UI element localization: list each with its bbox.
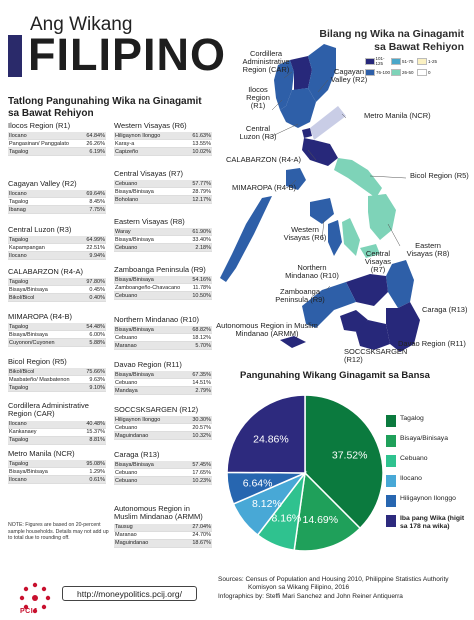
table-row — [8, 323, 106, 331]
table-row — [114, 334, 212, 342]
region-table-title: Metro Manila (NCR) — [8, 449, 75, 458]
table-row — [114, 524, 212, 532]
table-row — [114, 540, 212, 548]
sources-line-2: Komisyon sa Wikang Filipino, 2016 — [248, 584, 350, 592]
table-row — [114, 228, 212, 236]
language-percent: 17.65% — [192, 469, 211, 476]
language-name: Bikol/Bicol — [9, 368, 35, 375]
legend-swatch — [386, 495, 396, 507]
language-percent: 0.61% — [89, 476, 105, 483]
language-name: Bisaya/Binisaya — [115, 188, 154, 195]
language-name: Bikol/Bicol — [9, 294, 35, 301]
table-row — [114, 236, 212, 244]
table-row — [8, 252, 106, 260]
language-name: Tagalog — [9, 323, 29, 330]
language-name: Tagalog — [9, 437, 29, 444]
region-table-title: Northern Mindanao (R10) — [114, 315, 200, 324]
language-percent: 67.35% — [192, 371, 211, 378]
region-table-title: Ilocos Region (R1) — [8, 121, 71, 130]
language-percent: 18.67% — [192, 540, 211, 547]
language-percent: 2.18% — [195, 244, 211, 251]
language-name: Capizeño — [115, 148, 139, 155]
language-percent: 54.16% — [192, 276, 211, 283]
table-row — [8, 132, 106, 140]
language-name: Tausug — [115, 524, 133, 530]
map-region-eastern-visayas — [368, 194, 396, 240]
scale-label: 101-125 — [375, 56, 385, 66]
language-percent: 75.66% — [86, 368, 105, 375]
map-label-ncr: Metro Manila (NCR) — [364, 111, 431, 120]
language-name: Bisaya/Binisaya — [9, 468, 48, 475]
region-table — [114, 451, 212, 485]
map-label-caraga: Caraga (R13) — [422, 305, 468, 314]
legend-swatch — [386, 515, 396, 527]
region-table-title: Zamboanga Peninsula (R9) — [114, 265, 206, 274]
map-label-cagayan: Cagayan Valley (R2) — [330, 67, 368, 84]
pie-title: Pangunahing Wikang Ginagamit sa Bansa — [240, 370, 430, 381]
pie-data-label: 8.16% — [271, 512, 302, 525]
table-row — [114, 284, 212, 292]
language-percent: 5.88% — [89, 339, 105, 346]
language-name: Karay-a — [115, 140, 135, 147]
table-row — [8, 368, 106, 376]
region-table — [8, 402, 106, 445]
language-percent: 40.48% — [86, 421, 105, 427]
language-name: Zamboangeño-Chavacano — [115, 284, 181, 291]
map-label-western-visayas: Western Visayas (R6) — [283, 225, 327, 242]
language-percent: 57.77% — [192, 180, 211, 187]
legend-label: Bisaya/Binisaya — [400, 435, 448, 442]
language-name: Kapampangan — [9, 244, 45, 251]
language-name: Ilocano — [9, 421, 27, 427]
language-name: Tagalog — [9, 460, 29, 467]
legend-item — [386, 515, 472, 531]
language-name: Kankanaey — [9, 429, 37, 436]
language-percent: 8.45% — [89, 198, 105, 205]
table-row — [8, 190, 106, 198]
map-label-eastern-visayas: Eastern Visayas (R8) — [406, 241, 450, 258]
table-row — [8, 384, 106, 392]
language-percent: 2.79% — [195, 387, 211, 394]
pie-legend — [386, 415, 472, 539]
language-percent: 15.37% — [86, 429, 105, 436]
language-percent: 0.40% — [89, 294, 105, 301]
page-title: FILIPINO — [28, 29, 226, 80]
language-percent: 20.57% — [192, 424, 211, 431]
language-name: Ilocano — [9, 252, 27, 259]
legend-swatch — [386, 435, 396, 447]
language-name: Tagalog — [9, 198, 29, 205]
language-name: Cebuano — [115, 334, 138, 341]
table-row — [8, 437, 106, 445]
regions-title: Tatlong Pangunahing Wika na Ginagamit sa Bawat Rehiyon — [8, 96, 202, 119]
language-name: Bisaya/Binisaya — [9, 286, 48, 293]
website-link[interactable]: http://moneypolitics.pcij.org/ — [62, 586, 197, 601]
table-row — [114, 469, 212, 477]
language-name: Cebuano — [115, 292, 138, 299]
language-name: Ilocano — [9, 190, 27, 197]
region-table — [8, 180, 106, 214]
table-row — [114, 342, 212, 350]
legend-label: Iba pang Wika (higit sa 178 na wika) — [400, 515, 465, 530]
scale-label: 26-50 — [402, 70, 414, 75]
language-percent: 10.02% — [192, 148, 211, 155]
legend-item — [386, 455, 472, 467]
language-name: Bisaya/Binisaya — [115, 236, 154, 243]
region-table — [114, 170, 212, 204]
table-row — [114, 432, 212, 440]
region-table — [8, 358, 106, 392]
table-row — [8, 376, 106, 384]
language-percent: 1.29% — [89, 468, 105, 475]
language-percent: 12.17% — [192, 196, 211, 203]
region-table — [8, 313, 106, 347]
map-label-northern-mindanao: Northern Mindanao (R10) — [285, 263, 339, 280]
language-percent: 9.94% — [89, 252, 105, 259]
language-name: Tagalog — [9, 384, 29, 391]
table-row — [114, 188, 212, 196]
language-name: Bisaya/Binisaya — [115, 371, 154, 378]
table-row — [8, 429, 106, 437]
language-percent: 7.75% — [89, 206, 105, 213]
region-table-title: Central Visayas (R7) — [114, 169, 184, 178]
table-row — [8, 236, 106, 244]
language-name: Maranao — [115, 532, 137, 539]
legend-swatch — [386, 455, 396, 467]
map-region-western-visayas-negros — [328, 220, 342, 256]
table-row — [114, 379, 212, 387]
pie-data-label: 8.12% — [252, 497, 282, 510]
region-table-title: Western Visayas (R6) — [114, 121, 187, 130]
table-row — [114, 180, 212, 188]
language-percent: 95.08% — [86, 460, 105, 467]
language-percent: 27.04% — [192, 524, 211, 530]
language-name: Masbateño/ Masbatenon — [9, 376, 70, 383]
legend-item — [386, 495, 472, 507]
region-table — [114, 361, 212, 395]
table-row — [114, 532, 212, 540]
map-label-soccsksargen: SOCCSKSARGEN (R12) — [344, 347, 408, 364]
language-name: Maguindanao — [115, 540, 149, 547]
map-label-central-luzon: Central Luzon (R3) — [239, 124, 277, 141]
table-row — [114, 461, 212, 469]
table-row — [8, 476, 106, 484]
table-row — [114, 387, 212, 395]
language-percent: 64.99% — [86, 236, 105, 243]
language-name: Maranao — [115, 342, 137, 349]
legend-label: Hiligaynon Ilonggo — [400, 495, 456, 502]
table-row — [8, 198, 106, 206]
legend-item — [386, 475, 472, 487]
language-name: Cebuano — [115, 477, 138, 484]
table-row — [8, 286, 106, 294]
title-top: Ang Wikang — [30, 14, 133, 35]
language-name: Cebuano — [115, 469, 138, 476]
language-percent: 14.51% — [192, 379, 211, 386]
table-row — [114, 477, 212, 485]
table-row — [114, 132, 212, 140]
language-name: Bisaya/Binisaya — [115, 461, 154, 468]
language-percent: 0.45% — [89, 286, 105, 293]
region-table — [114, 122, 212, 156]
table-row — [114, 196, 212, 204]
language-name: Bisaya/Binisaya — [115, 326, 154, 333]
language-percent: 13.55% — [192, 140, 211, 147]
language-name: Ibanag — [9, 206, 26, 213]
region-table — [114, 218, 212, 252]
map-region-bicol — [334, 158, 382, 198]
pie-data-label: 14.69% — [302, 513, 339, 526]
region-table — [114, 316, 212, 350]
language-name: Tagalog — [9, 148, 29, 155]
language-name: Tagalog — [9, 236, 29, 243]
language-percent: 10.32% — [192, 432, 211, 439]
language-percent: 11.78% — [192, 284, 211, 291]
legend-label: Cebuano — [400, 455, 428, 462]
language-name: Pangasinan/ Panggalato — [9, 140, 69, 147]
region-table-title: Caraga (R13) — [114, 450, 160, 459]
map-label-davao: Davao Region (R11) — [398, 339, 466, 348]
table-row — [114, 292, 212, 300]
language-percent: 54.48% — [86, 323, 105, 330]
language-percent: 24.70% — [192, 532, 211, 539]
table-row — [8, 339, 106, 347]
map-label-armm: Autonomous Region in Muslim Mindanao (ARMM) — [216, 321, 318, 338]
table-row — [8, 244, 106, 252]
language-percent: 10.50% — [192, 292, 211, 299]
pie-data-label: 6.64% — [242, 477, 273, 490]
table-row — [8, 460, 106, 468]
language-percent: 57.45% — [192, 461, 211, 468]
legend-label: Tagalog — [400, 415, 424, 422]
map-label-bicol: Bicol Region (R5) — [410, 171, 469, 180]
language-name: Ilocano — [9, 476, 27, 483]
map-label-central-visayas: Central Visayas (R7) — [364, 249, 392, 274]
language-percent: 22.51% — [86, 244, 105, 251]
table-row — [114, 244, 212, 252]
table-row — [8, 331, 106, 339]
logo-text: PCIJ — [20, 608, 38, 615]
language-name: Cebuano — [115, 379, 138, 386]
language-name: Hiligaynon Ilonggo — [115, 416, 161, 423]
language-name: Cuyonon/Cuyonen — [9, 339, 55, 346]
legend-label: Ilocano — [400, 475, 422, 482]
language-percent: 10.23% — [192, 477, 211, 484]
language-name: Cebuano — [115, 424, 138, 431]
language-percent: 69.64% — [86, 190, 105, 197]
language-percent: 6.00% — [89, 331, 105, 338]
region-table-title: SOCCSKSARGEN (R12) — [114, 405, 199, 414]
region-table-title: Davao Region (R11) — [114, 360, 182, 369]
language-name: Mandaya — [115, 387, 138, 394]
language-name: Boholano — [115, 196, 139, 203]
table-row — [8, 468, 106, 476]
table-row — [8, 278, 106, 286]
language-name: Cebuano — [115, 180, 138, 187]
language-name: Ilocano — [9, 132, 27, 139]
map-ncr-highlight — [310, 106, 346, 140]
region-table-title: Cordillera Administrative Region (CAR) — [8, 401, 89, 419]
region-table — [8, 450, 106, 484]
language-percent: 97.80% — [86, 278, 105, 285]
language-percent: 28.79% — [192, 188, 211, 195]
region-table-title: CALABARZON (R4-A) — [8, 267, 84, 276]
language-percent: 64.84% — [86, 132, 105, 139]
table-row — [114, 326, 212, 334]
language-name: Waray — [115, 228, 131, 235]
language-percent: 18.12% — [192, 334, 211, 341]
region-table — [8, 122, 106, 156]
legend-swatch — [386, 475, 396, 487]
table-row — [114, 424, 212, 432]
language-percent: 5.70% — [195, 342, 211, 349]
language-percent: 6.19% — [89, 148, 105, 155]
sources-block — [218, 576, 472, 601]
map-title: Bilang ng Wika na Ginagamit sa Bawat Rehiyon — [319, 28, 464, 54]
region-table-title: Central Luzon (R3) — [8, 225, 72, 234]
language-name: Cebuano — [115, 244, 138, 251]
table-row — [8, 206, 106, 214]
pie-data-label: 37.52% — [331, 449, 368, 462]
scale-label: 1-25 — [428, 58, 438, 64]
region-table — [114, 266, 212, 300]
scale-label: 51-75 — [402, 58, 414, 64]
language-percent: 8.81% — [89, 437, 105, 444]
title-accent-bar — [8, 35, 22, 77]
credits-line: Infographics by: Steffi Mari Sanchez and John Reiner Antiquerra — [218, 592, 403, 600]
legend-swatch — [386, 415, 396, 427]
table-row — [8, 140, 106, 148]
region-table-title: Cagayan Valley (R2) — [8, 179, 77, 188]
region-table — [114, 406, 212, 440]
table-row — [8, 294, 106, 302]
region-table — [8, 268, 106, 302]
region-table — [8, 226, 106, 260]
table-row — [114, 276, 212, 284]
language-percent: 30.30% — [192, 416, 211, 423]
map-label-zamboanga: Zamboanga Peninsula (R9) — [275, 287, 325, 304]
scale-label: 0 — [428, 70, 431, 75]
language-percent: 9.63% — [89, 376, 105, 383]
language-percent: 26.26% — [86, 140, 105, 147]
language-percent: 9.10% — [89, 384, 105, 391]
table-row — [114, 140, 212, 148]
language-name: Hiligaynon Ilonggo — [115, 132, 161, 139]
language-name: Bisaya/Binisaya — [115, 276, 154, 283]
scale-label: 76-100 — [376, 70, 391, 75]
language-percent: 33.40% — [192, 236, 211, 243]
region-table-title: Autonomous Region in Muslim Mindanao (ARMM) — [114, 504, 203, 522]
language-percent: 61.90% — [192, 228, 211, 235]
map-region-western-visayas — [310, 198, 334, 224]
table-row — [114, 371, 212, 379]
map-label-ilocos: Ilocos Region (R1) — [246, 85, 270, 110]
language-name: Bisaya/Binisaya — [9, 331, 48, 338]
note-text: NOTE: Figures are based on 20-percent sample households. Details may not add up to total due to rounding off. — [8, 522, 109, 541]
region-table-title: Bicol Region (R5) — [8, 357, 67, 366]
table-row — [8, 421, 106, 429]
legend-item — [386, 435, 472, 447]
language-name: Maguindanao — [115, 432, 149, 439]
table-row — [8, 148, 106, 156]
legend-item — [386, 415, 472, 427]
map-label-car: Cordillera Administrative Region (CAR) — [242, 49, 290, 74]
language-name: Tagalog — [9, 278, 29, 285]
language-percent: 68.82% — [192, 326, 211, 333]
region-table-title: MIMAROPA (R4-B) — [8, 312, 73, 321]
map-label-mimaropa: MIMAROPA (R4-B) — [232, 183, 297, 192]
map-region-mimaropa-palawan — [220, 196, 272, 282]
map-label-calabarzon: CALABARZON (R4-A) — [226, 155, 302, 164]
language-percent: 61.63% — [192, 132, 211, 139]
pie-chart — [225, 388, 385, 558]
pie-data-label: 24.86% — [253, 433, 289, 446]
region-table — [114, 505, 212, 548]
table-row — [114, 416, 212, 424]
table-row — [114, 148, 212, 156]
region-table-title: Eastern Visayas (R8) — [114, 217, 185, 226]
sources-line-1: Sources: Census of Population and Housing 2010, Philippine Statistics Authority — [218, 576, 449, 583]
